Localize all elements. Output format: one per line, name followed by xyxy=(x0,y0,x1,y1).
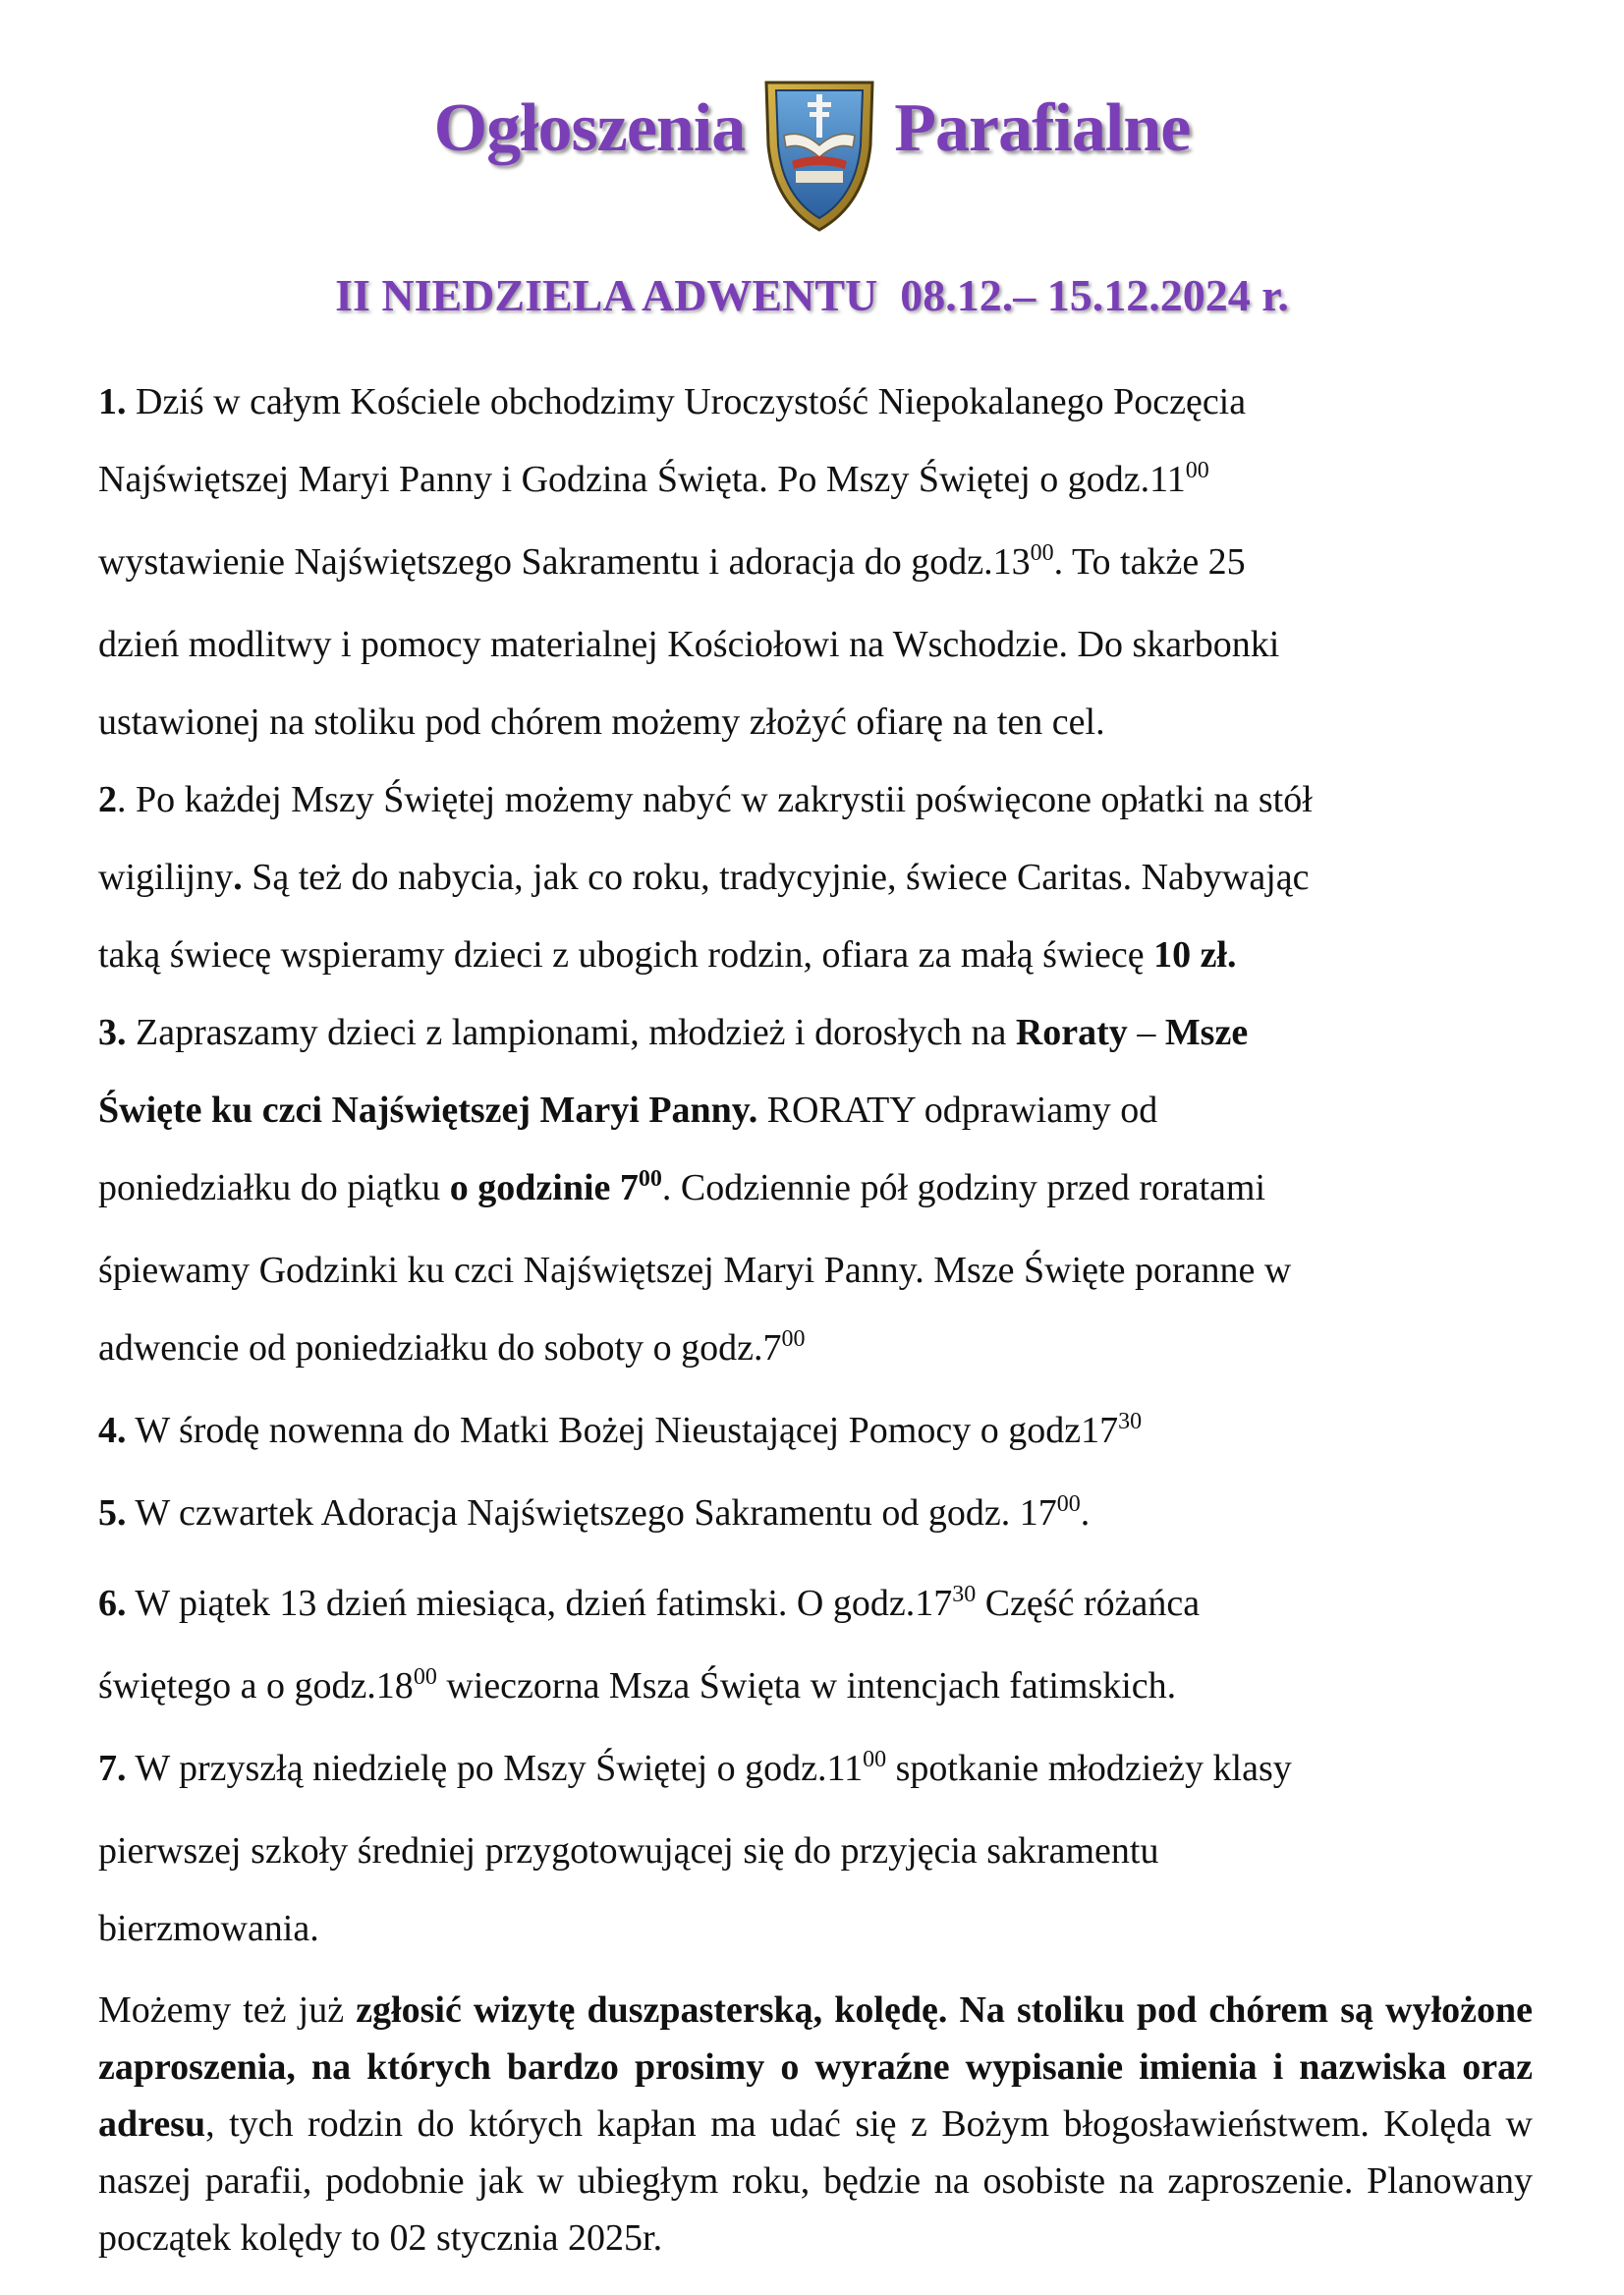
text: ustawionej na stoliku pod chórem możemy złożyć ofiarę na ten cel. xyxy=(98,701,1105,743)
text: W czwartek Adoracja Najświętszego Sakramentu od godz. 17 xyxy=(126,1492,1057,1534)
text: Możemy też już xyxy=(98,1989,357,2031)
text: Część różańca xyxy=(976,1583,1201,1624)
item-number: 5. xyxy=(98,1492,127,1534)
text: śpiewamy Godzinki ku czci Najświętszej Maryi Panny. Msze Święte poranne w xyxy=(98,1250,1292,1291)
item-number: 1. xyxy=(98,381,127,422)
text: taką świecę wspieramy dzieci z ubogich rodzin, ofiara za małą świecę xyxy=(98,934,1154,976)
text: adwencie od poniedziałku do soboty o godz.7 xyxy=(98,1327,782,1369)
item-number: 4. xyxy=(98,1410,127,1451)
title-right: Parafialne xyxy=(894,90,1191,166)
text: wystawienie Najświętszego Sakramentu i adoracja do godz.13 xyxy=(98,541,1031,583)
text: RORATY odprawiamy od xyxy=(757,1090,1158,1131)
announcement-2 xyxy=(98,761,1533,994)
text: Dziś w całym Kościele obchodzimy Uroczystość Niepokalanego Poczęcia xyxy=(126,381,1247,422)
text: . xyxy=(1080,1492,1091,1534)
announcement-3 xyxy=(98,994,1533,1392)
bold-text: 10 zł. xyxy=(1153,934,1237,976)
superscript: 00 xyxy=(863,1747,887,1772)
bold-text: zgłosić wizytę duszpasterską, kolędę. Na stoliku pod chórem są wyłożone zaproszenia, na których bardzo prosimy o wyraźne wypisanie imienia i nazwiska oraz adresu xyxy=(98,1989,1533,2145)
page-subtitle: II NIEDZIELA ADWENTU 08.12.– 15.12.2024 r. xyxy=(335,270,1289,320)
text: . xyxy=(233,857,243,898)
text: bierzmowania. xyxy=(98,1908,319,1949)
superscript: 00 xyxy=(781,1326,806,1352)
title-left: Ogłoszenia xyxy=(433,90,746,166)
superscript: 00 xyxy=(1056,1491,1081,1517)
announcement-5 xyxy=(98,1475,1533,1557)
text: Są też do nabycia, jak co roku, tradycyjnie, świece Caritas. Nabywając xyxy=(242,857,1310,898)
bold-text: o godzinie 7 xyxy=(449,1167,639,1208)
announcements xyxy=(98,364,1533,2267)
carol-visit-announcement xyxy=(98,1982,1533,2267)
header xyxy=(0,77,1624,236)
item-number: 2 xyxy=(98,779,117,820)
item-number: 7. xyxy=(98,1748,127,1789)
text: dzień modlitwy i pomocy materialnej Kościołowi na Wschodzie. Do skarbonki xyxy=(98,624,1280,665)
text: W piątek 13 dzień miesiąca, dzień fatimski. O godz.17 xyxy=(126,1583,953,1624)
text: . Po każdej Mszy Świętej możemy nabyć w zakrystii poświęcone opłatki na stół xyxy=(117,779,1313,820)
bold-text: Msze xyxy=(1164,1012,1249,1053)
text: . Codziennie pół godziny przed roratami xyxy=(661,1167,1266,1208)
text: spotkanie młodzieży klasy xyxy=(886,1748,1292,1789)
announcement-6 xyxy=(98,1565,1533,1730)
item-number: 6. xyxy=(98,1583,127,1624)
announcement-1 xyxy=(98,364,1533,761)
text: W środę nowenna do Matki Bożej Nieustającej Pomocy o godz17 xyxy=(126,1410,1119,1451)
text: – xyxy=(1127,1012,1165,1053)
text: pierwszej szkoły średniej przygotowującej się do przyjęcia sakramentu xyxy=(98,1830,1159,1872)
text: . To także 25 xyxy=(1053,541,1246,583)
text: wieczorna Msza Święta w intencjach fatimskich. xyxy=(436,1665,1177,1707)
text: poniedziałku do piątku xyxy=(98,1167,450,1208)
announcement-7 xyxy=(98,1730,1533,1968)
text: wigilijny xyxy=(98,857,234,898)
text: W przyszłą niedzielę po Mszy Świętej o godz.11 xyxy=(126,1748,864,1789)
superscript: 30 xyxy=(952,1582,977,1607)
superscript: 00 xyxy=(1030,540,1054,566)
superscript: 00 xyxy=(638,1166,662,1192)
text: świętego a o godz.18 xyxy=(98,1665,414,1707)
text: Zapraszamy dzieci z lampionami, młodzież i dorosłych na xyxy=(126,1012,1016,1053)
announcement-4 xyxy=(98,1392,1533,1475)
bold-text: Święte ku czci Najświętszej Maryi Panny. xyxy=(98,1090,758,1131)
item-number: 3. xyxy=(98,1012,127,1053)
text: Najświętszej Maryi Panny i Godzina Święta. Po Mszy Świętej o godz.11 xyxy=(98,459,1186,500)
superscript: 30 xyxy=(1118,1409,1143,1434)
superscript: 00 xyxy=(1185,458,1209,483)
parish-shield-emblem-icon xyxy=(762,77,876,236)
superscript: 00 xyxy=(413,1664,437,1690)
text: , tych rodzin do których kapłan ma udać się z Bożym błogosławieństwem. Kolęda w naszej parafii, podobnie jak w ubiegłym roku, będzie na osobiste na zaproszenie. Planowany początek kolędy to 02 stycznia 2025r. xyxy=(98,2103,1533,2259)
bold-text: Roraty xyxy=(1015,1012,1128,1053)
